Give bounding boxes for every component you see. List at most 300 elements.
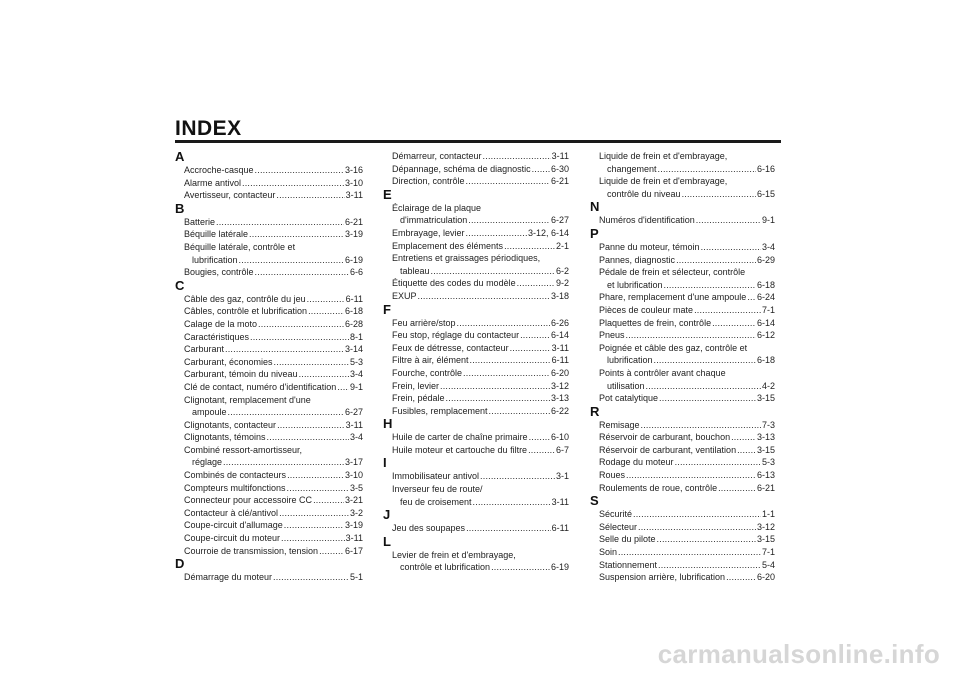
dot-leader bbox=[480, 470, 555, 483]
index-entry-text: Étiquette des codes du modèle bbox=[392, 278, 516, 289]
page-reference: 6-26 bbox=[550, 317, 569, 328]
index-entry-text: Stationnement bbox=[599, 559, 658, 570]
dot-leader bbox=[284, 519, 344, 532]
index-entry-text: Clignotants, contacteur bbox=[184, 419, 277, 430]
index-entry-text: Huile de carter de chaîne primaire bbox=[392, 432, 528, 443]
page-reference: 3-15 bbox=[756, 444, 775, 455]
page-reference: 3-19 bbox=[344, 229, 363, 240]
dot-leader bbox=[528, 444, 555, 457]
index-entry-lead: Combiné ressort-amortisseur, bbox=[184, 444, 303, 455]
index-entry-text: Roues bbox=[599, 470, 626, 481]
dot-leader bbox=[676, 254, 756, 267]
section-letter: B bbox=[175, 200, 185, 216]
index-entry-text: Pot catalytique bbox=[599, 393, 659, 404]
dot-leader bbox=[646, 380, 761, 393]
index-entry-text: Carburant bbox=[184, 344, 225, 355]
index-entry-text: Remisage bbox=[599, 419, 640, 430]
page-reference: 3-12 bbox=[756, 521, 775, 532]
dot-leader bbox=[718, 482, 756, 495]
dot-leader bbox=[529, 431, 550, 444]
index-entry bbox=[383, 227, 569, 240]
page-reference: 1-1 bbox=[761, 509, 775, 520]
dot-leader bbox=[308, 305, 344, 318]
index-entry bbox=[383, 392, 569, 405]
page-title: INDEX bbox=[175, 117, 242, 140]
index-entry-text: Batterie bbox=[184, 216, 216, 227]
page-reference: 3-18 bbox=[550, 290, 569, 301]
page-reference: 6-20 bbox=[550, 367, 569, 378]
page-reference: 6-21 bbox=[550, 176, 569, 187]
index-entry bbox=[590, 254, 775, 267]
dot-leader bbox=[737, 444, 756, 457]
index-entry bbox=[175, 177, 363, 190]
dot-leader bbox=[626, 329, 756, 342]
section-letter: I bbox=[383, 455, 387, 471]
index-entry-text: Calage de la moto bbox=[184, 318, 258, 329]
dot-leader bbox=[319, 545, 344, 558]
page-reference: 6-12 bbox=[756, 330, 775, 341]
page-reference: 6-13 bbox=[756, 470, 775, 481]
index-entry bbox=[590, 482, 775, 495]
index-entry bbox=[175, 266, 363, 279]
dot-leader bbox=[440, 380, 550, 393]
index-entry bbox=[590, 317, 775, 330]
index-entry-text: Frein, pédale bbox=[392, 393, 445, 404]
dot-leader bbox=[694, 304, 761, 317]
index-entry bbox=[175, 164, 363, 177]
dot-leader bbox=[712, 317, 756, 330]
index-entry-text: Réservoir de carburant, bouchon bbox=[599, 432, 731, 443]
page-reference: 3-11 bbox=[551, 496, 569, 507]
index-entry-text: Plaquettes de frein, contrôle bbox=[599, 317, 712, 328]
index-entry-text: réglage bbox=[192, 457, 223, 468]
index-entry bbox=[590, 367, 775, 392]
page-reference: 6-21 bbox=[344, 216, 363, 227]
dot-leader bbox=[225, 343, 344, 356]
page-reference: 3-5 bbox=[349, 482, 363, 493]
index-entry bbox=[383, 317, 569, 330]
dot-leader bbox=[274, 356, 349, 369]
dot-leader bbox=[520, 329, 550, 342]
dot-leader bbox=[504, 240, 555, 253]
index-entry bbox=[383, 252, 569, 277]
dot-leader bbox=[223, 456, 344, 469]
page-reference: 7-1 bbox=[761, 547, 775, 558]
dot-leader bbox=[216, 216, 344, 229]
index-entry-text: Pannes, diagnostic bbox=[599, 254, 676, 265]
index-entry-lead: Entretiens et graissages périodiques, bbox=[392, 253, 541, 264]
index-entry bbox=[383, 354, 569, 367]
index-entry bbox=[175, 494, 363, 507]
dot-leader bbox=[659, 392, 756, 405]
page-reference: 9-2 bbox=[555, 278, 569, 289]
index-entry bbox=[175, 469, 363, 482]
section-letter: J bbox=[383, 507, 391, 523]
index-entry-text: Rodage du moteur bbox=[599, 457, 674, 468]
index-entry-text: Dépannage, schéma de diagnostic bbox=[392, 163, 531, 174]
dot-leader bbox=[633, 508, 761, 521]
index-entry-text: Contacteur à clé/antivol bbox=[184, 507, 279, 518]
index-entry bbox=[175, 519, 363, 532]
index-entry-text: Pneus bbox=[599, 330, 625, 341]
page-reference: 6-17 bbox=[344, 545, 363, 556]
page-reference: 3-1 bbox=[555, 471, 569, 482]
index-entry-text: Connecteur pour accessoire CC bbox=[184, 495, 313, 506]
page-reference: 3-15 bbox=[756, 534, 775, 545]
index-entry-text: Clé de contact, numéro d'identification bbox=[184, 381, 337, 392]
index-entry-text: Démarrage du moteur bbox=[184, 572, 273, 583]
dot-leader bbox=[287, 469, 344, 482]
index-entry bbox=[383, 380, 569, 393]
dot-leader bbox=[470, 354, 551, 367]
index-entry-text: Fusibles, remplacement bbox=[392, 405, 488, 416]
index-entry bbox=[175, 331, 363, 344]
page-reference: 6-11 bbox=[551, 523, 569, 534]
page-reference: 3-17 bbox=[344, 457, 363, 468]
page-reference: 3-10 bbox=[344, 470, 363, 481]
page-reference: 6-29 bbox=[756, 254, 775, 265]
index-entry-text: Suspension arrière, lubrification bbox=[599, 572, 726, 583]
page-reference: 3-11 bbox=[345, 533, 363, 544]
index-entry bbox=[175, 228, 363, 241]
index-entry bbox=[175, 368, 363, 381]
index-entry-text: Compteurs multifonctions bbox=[184, 482, 286, 493]
index-entry-text: Bougies, contrôle bbox=[184, 267, 254, 278]
page-reference: 6-18 bbox=[344, 306, 363, 317]
index-entry-text: Démarreur, contacteur bbox=[392, 151, 482, 161]
index-entry bbox=[590, 150, 775, 175]
page-reference: 7-1 bbox=[761, 304, 775, 315]
index-entry bbox=[383, 342, 569, 355]
dot-leader bbox=[641, 419, 761, 432]
index-entry bbox=[383, 329, 569, 342]
index-entry bbox=[590, 342, 775, 367]
section-letter: S bbox=[590, 493, 599, 509]
index-entry bbox=[175, 356, 363, 369]
index-entry-text: utilisation bbox=[607, 380, 645, 391]
page-reference: 6-24 bbox=[756, 292, 775, 303]
index-entry-text: Carburant, témoin du niveau bbox=[184, 369, 298, 380]
dot-leader bbox=[638, 521, 756, 534]
dot-leader bbox=[658, 163, 756, 176]
index-entry-text: Filtre à air, élément bbox=[392, 355, 469, 366]
index-entry bbox=[383, 202, 569, 227]
page-reference: 6-18 bbox=[756, 355, 775, 366]
index-entry bbox=[175, 482, 363, 495]
index-entry bbox=[590, 419, 775, 432]
index-entry-text: et lubrification bbox=[607, 279, 663, 290]
dot-leader bbox=[281, 532, 345, 545]
dot-leader bbox=[468, 214, 550, 227]
index-entry-text: lubrification bbox=[607, 355, 653, 366]
dot-leader bbox=[418, 290, 550, 303]
index-entry-text: Câble des gaz, contrôle du jeu bbox=[184, 293, 306, 304]
section-letter: C bbox=[175, 277, 185, 293]
index-entry-text: Sélecteur bbox=[599, 521, 638, 532]
dot-leader bbox=[510, 342, 551, 355]
section-letter: H bbox=[383, 416, 393, 432]
index-entry-text: Béquille latérale bbox=[184, 229, 249, 240]
index-entry bbox=[175, 431, 363, 444]
dot-leader bbox=[277, 419, 345, 432]
dot-leader bbox=[279, 507, 349, 520]
dot-leader bbox=[701, 241, 761, 254]
index-entry-text: Clignotants, témoins bbox=[184, 432, 266, 443]
index-entry bbox=[383, 290, 569, 303]
index-entry bbox=[590, 431, 775, 444]
index-entry bbox=[175, 444, 363, 469]
page-reference: 6-27 bbox=[550, 215, 569, 226]
index-entry-text: Panne du moteur, témoin bbox=[599, 241, 700, 252]
index-entry bbox=[175, 394, 363, 419]
dot-leader bbox=[682, 188, 756, 201]
page-reference: 3-10 bbox=[344, 177, 363, 188]
dot-leader bbox=[491, 561, 550, 574]
dot-leader bbox=[446, 392, 550, 405]
dot-leader bbox=[457, 317, 550, 330]
dot-leader bbox=[517, 277, 555, 290]
dot-leader bbox=[726, 571, 756, 584]
section-letter: R bbox=[590, 403, 600, 419]
page-reference: 3-4 bbox=[349, 432, 363, 443]
page-reference: 6-22 bbox=[550, 405, 569, 416]
dot-leader bbox=[299, 368, 349, 381]
dot-leader bbox=[618, 546, 761, 559]
page-reference: 3-4 bbox=[761, 241, 775, 252]
index-entry-text: Numéros d'identification bbox=[599, 215, 695, 226]
index-entry-text: Emplacement des éléments bbox=[392, 240, 504, 251]
dot-leader bbox=[431, 265, 555, 278]
index-entry-lead: Pédale de frein et sélecteur, contrôle bbox=[599, 267, 746, 278]
page-reference: 4-2 bbox=[761, 380, 775, 391]
index-entry-lead: Liquide de frein et d'embrayage, bbox=[599, 176, 728, 187]
index-entry bbox=[590, 521, 775, 534]
index-entry bbox=[383, 175, 569, 188]
page-reference: 3-12 bbox=[550, 380, 569, 391]
index-entry bbox=[383, 405, 569, 418]
page-reference: 6-19 bbox=[344, 254, 363, 265]
index-entry-lead: Inverseur feu de route/ bbox=[392, 484, 483, 495]
index-entry bbox=[383, 444, 569, 457]
index-entry-text: Caractéristiques bbox=[184, 331, 250, 342]
page-reference: 6-15 bbox=[756, 188, 775, 199]
index-entry bbox=[383, 431, 569, 444]
index-entry-text: Huile moteur et cartouche du filtre bbox=[392, 444, 528, 455]
page-reference: 6-11 bbox=[345, 293, 363, 304]
index-entry bbox=[175, 507, 363, 520]
index-entry-text: Feu arrière/stop bbox=[392, 317, 456, 328]
page-reference: 9-1 bbox=[349, 381, 363, 392]
index-entry bbox=[590, 559, 775, 572]
dot-leader bbox=[463, 367, 550, 380]
index-column-2 bbox=[383, 150, 569, 574]
index-entry-text: Jeu des soupapes bbox=[392, 523, 466, 534]
index-entry bbox=[590, 533, 775, 546]
index-entry-text: d'immatriculation bbox=[400, 215, 468, 226]
index-entry bbox=[175, 216, 363, 229]
index-entry bbox=[175, 571, 363, 584]
index-entry-lead: Poignée et câble des gaz, contrôle et bbox=[599, 342, 748, 353]
section-letter: A bbox=[175, 149, 185, 164]
page-reference: 3-15 bbox=[756, 393, 775, 404]
index-entry bbox=[175, 532, 363, 545]
dot-leader bbox=[747, 291, 756, 304]
index-entry-lead: Levier de frein et d'embrayage, bbox=[392, 549, 516, 560]
dot-leader bbox=[473, 496, 551, 509]
page-reference: 6-2 bbox=[555, 265, 569, 276]
index-entry bbox=[590, 508, 775, 521]
page-reference: 3-11 bbox=[345, 419, 363, 430]
index-entry bbox=[383, 522, 569, 535]
page-reference: 7-3 bbox=[761, 419, 775, 430]
index-entry bbox=[590, 291, 775, 304]
watermark: carmanualsonline.info bbox=[657, 639, 940, 669]
dot-leader bbox=[228, 406, 344, 419]
page-reference: 3-12, 6-14 bbox=[527, 227, 569, 238]
page-reference: 8-1 bbox=[349, 331, 363, 342]
page-reference: 3-19 bbox=[344, 520, 363, 531]
index-entry bbox=[590, 329, 775, 342]
index-column-3 bbox=[590, 150, 775, 584]
dot-leader bbox=[249, 228, 344, 241]
section-letter: F bbox=[383, 301, 391, 317]
page-reference: 3-11 bbox=[551, 342, 569, 353]
page-reference: 6-14 bbox=[756, 317, 775, 328]
page-reference: 3-4 bbox=[349, 369, 363, 380]
index-entry-text: changement bbox=[607, 163, 657, 174]
index-entry bbox=[590, 392, 775, 405]
index-entry bbox=[383, 150, 569, 163]
dot-leader bbox=[250, 331, 349, 344]
index-entry-text: Carburant, économies bbox=[184, 356, 273, 367]
index-entry-text: Feux de détresse, contacteur bbox=[392, 342, 509, 353]
index-entry bbox=[590, 456, 775, 469]
page-reference: 3-11 bbox=[551, 151, 569, 161]
index-entry-text: Accroche-casque bbox=[184, 165, 254, 175]
page-reference: 6-27 bbox=[344, 407, 363, 418]
dot-leader bbox=[273, 571, 349, 584]
dot-leader bbox=[276, 189, 344, 202]
index-entry-text: EXUP bbox=[392, 290, 417, 301]
index-entry bbox=[175, 545, 363, 558]
index-entry bbox=[590, 241, 775, 254]
index-entry bbox=[175, 305, 363, 318]
index-entry bbox=[590, 304, 775, 317]
index-entry bbox=[590, 444, 775, 457]
page-reference: 9-1 bbox=[761, 215, 775, 226]
page-reference: 3-16 bbox=[344, 165, 363, 175]
page-reference: 6-18 bbox=[756, 279, 775, 290]
index-entry-text: Immobilisateur antivol bbox=[392, 471, 480, 482]
index-entry-lead: Clignotant, remplacement d'une bbox=[184, 394, 311, 405]
dot-leader bbox=[239, 254, 344, 267]
index-entry-lead: Liquide de frein et d'embrayage, bbox=[599, 151, 728, 161]
index-entry-text: Embrayage, levier bbox=[392, 227, 465, 238]
index-entry bbox=[590, 175, 775, 200]
index-entry-text: Câbles, contrôle et lubrification bbox=[184, 306, 308, 317]
dot-leader bbox=[731, 431, 756, 444]
index-entry-text: Soin bbox=[599, 547, 618, 558]
index-entry-text: Direction, contrôle bbox=[392, 176, 465, 187]
index-entry bbox=[590, 546, 775, 559]
page-reference: 5-1 bbox=[349, 572, 363, 583]
page-reference: 6-28 bbox=[344, 318, 363, 329]
page-reference: 5-4 bbox=[761, 559, 775, 570]
dot-leader bbox=[664, 279, 756, 292]
page-reference: 2-1 bbox=[555, 240, 569, 251]
index-entry-text: lubrification bbox=[192, 254, 238, 265]
index-entry-text: Réservoir de carburant, ventilation bbox=[599, 444, 737, 455]
index-entry-text: Roulements de roue, contrôle bbox=[599, 482, 718, 493]
title-divider bbox=[175, 140, 781, 143]
index-entry bbox=[175, 343, 363, 356]
page-reference: 6-21 bbox=[756, 482, 775, 493]
index-entry-text: Sécurité bbox=[599, 509, 633, 520]
index-entry-text: tableau bbox=[400, 265, 430, 276]
page-reference: 6-14 bbox=[550, 330, 569, 341]
index-entry bbox=[383, 277, 569, 290]
index-entry bbox=[175, 189, 363, 202]
index-entry bbox=[175, 419, 363, 432]
dot-leader bbox=[255, 164, 344, 177]
dot-leader bbox=[654, 354, 756, 367]
dot-leader bbox=[658, 559, 761, 572]
index-entry-text: Courroie de transmission, tension bbox=[184, 545, 319, 556]
dot-leader bbox=[696, 214, 761, 227]
index-entry bbox=[383, 470, 569, 483]
dot-leader bbox=[466, 175, 550, 188]
index-entry-text: Fourche, contrôle bbox=[392, 367, 463, 378]
page-reference: 3-11 bbox=[345, 190, 363, 201]
section-letter: P bbox=[590, 225, 599, 241]
dot-leader bbox=[258, 318, 344, 331]
page-reference: 3-13 bbox=[756, 432, 775, 443]
section-letter: L bbox=[383, 533, 391, 549]
index-entry-text: Phare, remplacement d'une ampoule bbox=[599, 292, 747, 303]
dot-leader bbox=[657, 533, 756, 546]
index-entry-text: Pièces de couleur mate bbox=[599, 304, 694, 315]
page-reference: 3-21 bbox=[344, 495, 363, 506]
dot-leader bbox=[255, 266, 349, 279]
index-entry bbox=[383, 549, 569, 574]
index-entry-text: feu de croisement bbox=[400, 496, 472, 507]
index-entry-text: Coupe-circuit d'allumage bbox=[184, 520, 283, 531]
index-entry bbox=[383, 163, 569, 176]
dot-leader bbox=[489, 405, 550, 418]
index-entry-text: contrôle du niveau bbox=[607, 188, 681, 199]
index-entry bbox=[175, 293, 363, 306]
page-reference: 5-3 bbox=[761, 457, 775, 468]
index-entry bbox=[175, 318, 363, 331]
dot-leader bbox=[483, 150, 551, 163]
dot-leader bbox=[287, 482, 349, 495]
page-reference: 3-13 bbox=[550, 393, 569, 404]
page-reference: 6-6 bbox=[349, 267, 363, 278]
dot-leader bbox=[626, 469, 756, 482]
index-entry-text: Frein, levier bbox=[392, 380, 440, 391]
page-reference: 6-10 bbox=[550, 432, 569, 443]
page-reference: 3-2 bbox=[349, 507, 363, 518]
dot-leader bbox=[313, 494, 344, 507]
section-letter: E bbox=[383, 186, 392, 202]
dot-leader bbox=[532, 163, 550, 176]
index-entry bbox=[383, 367, 569, 380]
index-entry-text: contrôle et lubrification bbox=[400, 562, 491, 573]
index-entry bbox=[383, 240, 569, 253]
dot-leader bbox=[242, 177, 344, 190]
index-entry-text: Combinés de contacteurs bbox=[184, 470, 287, 481]
page-reference: 6-16 bbox=[756, 163, 775, 174]
